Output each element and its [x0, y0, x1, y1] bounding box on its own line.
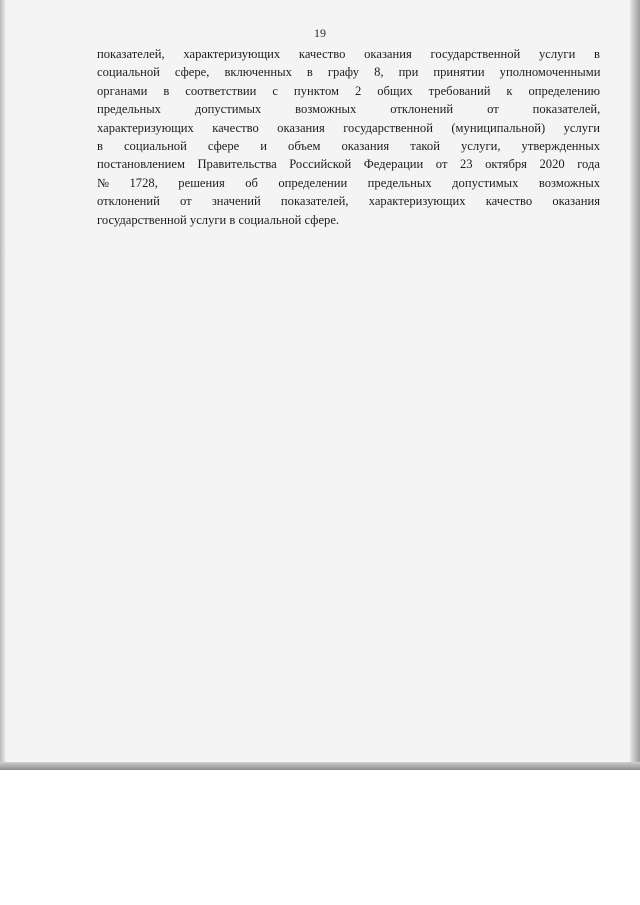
scan-right-edge-shadow: [630, 0, 640, 770]
paragraph-line: социальной сфере, включенных в графу 8, при принятии уполномоченными: [97, 65, 601, 80]
paragraph-line: в социальной сфере и объем оказания такой услуги, утвержденных: [97, 139, 601, 154]
paragraph-line: государственной услуги в социальной сфере.: [97, 212, 340, 227]
scan-left-edge-shadow: [0, 0, 6, 770]
paragraph-line: органами в соответствии с пунктом 2 общих требований к определению: [97, 83, 600, 98]
scan-bottom-edge: [0, 762, 640, 770]
paragraph-line: показателей, характеризующих качество оказания государственной услуги в: [97, 47, 600, 61]
paragraph-line: предельных допустимых возможных отклонений от показателей,: [97, 102, 601, 117]
paragraph-line: постановлением Правительства Российской Федерации от 23 октября 2020 года: [97, 157, 600, 172]
body-paragraph: [97, 45, 600, 229]
paragraph-line: отклонений от значений показателей, характеризующих качество оказания: [97, 194, 600, 209]
paragraph-line: характеризующих качество оказания государственной (муниципальной) услуги: [97, 120, 600, 135]
paragraph-line: № 1728, решения об определении предельных допустимых возможных: [97, 175, 600, 190]
page-number: 19: [314, 26, 326, 40]
